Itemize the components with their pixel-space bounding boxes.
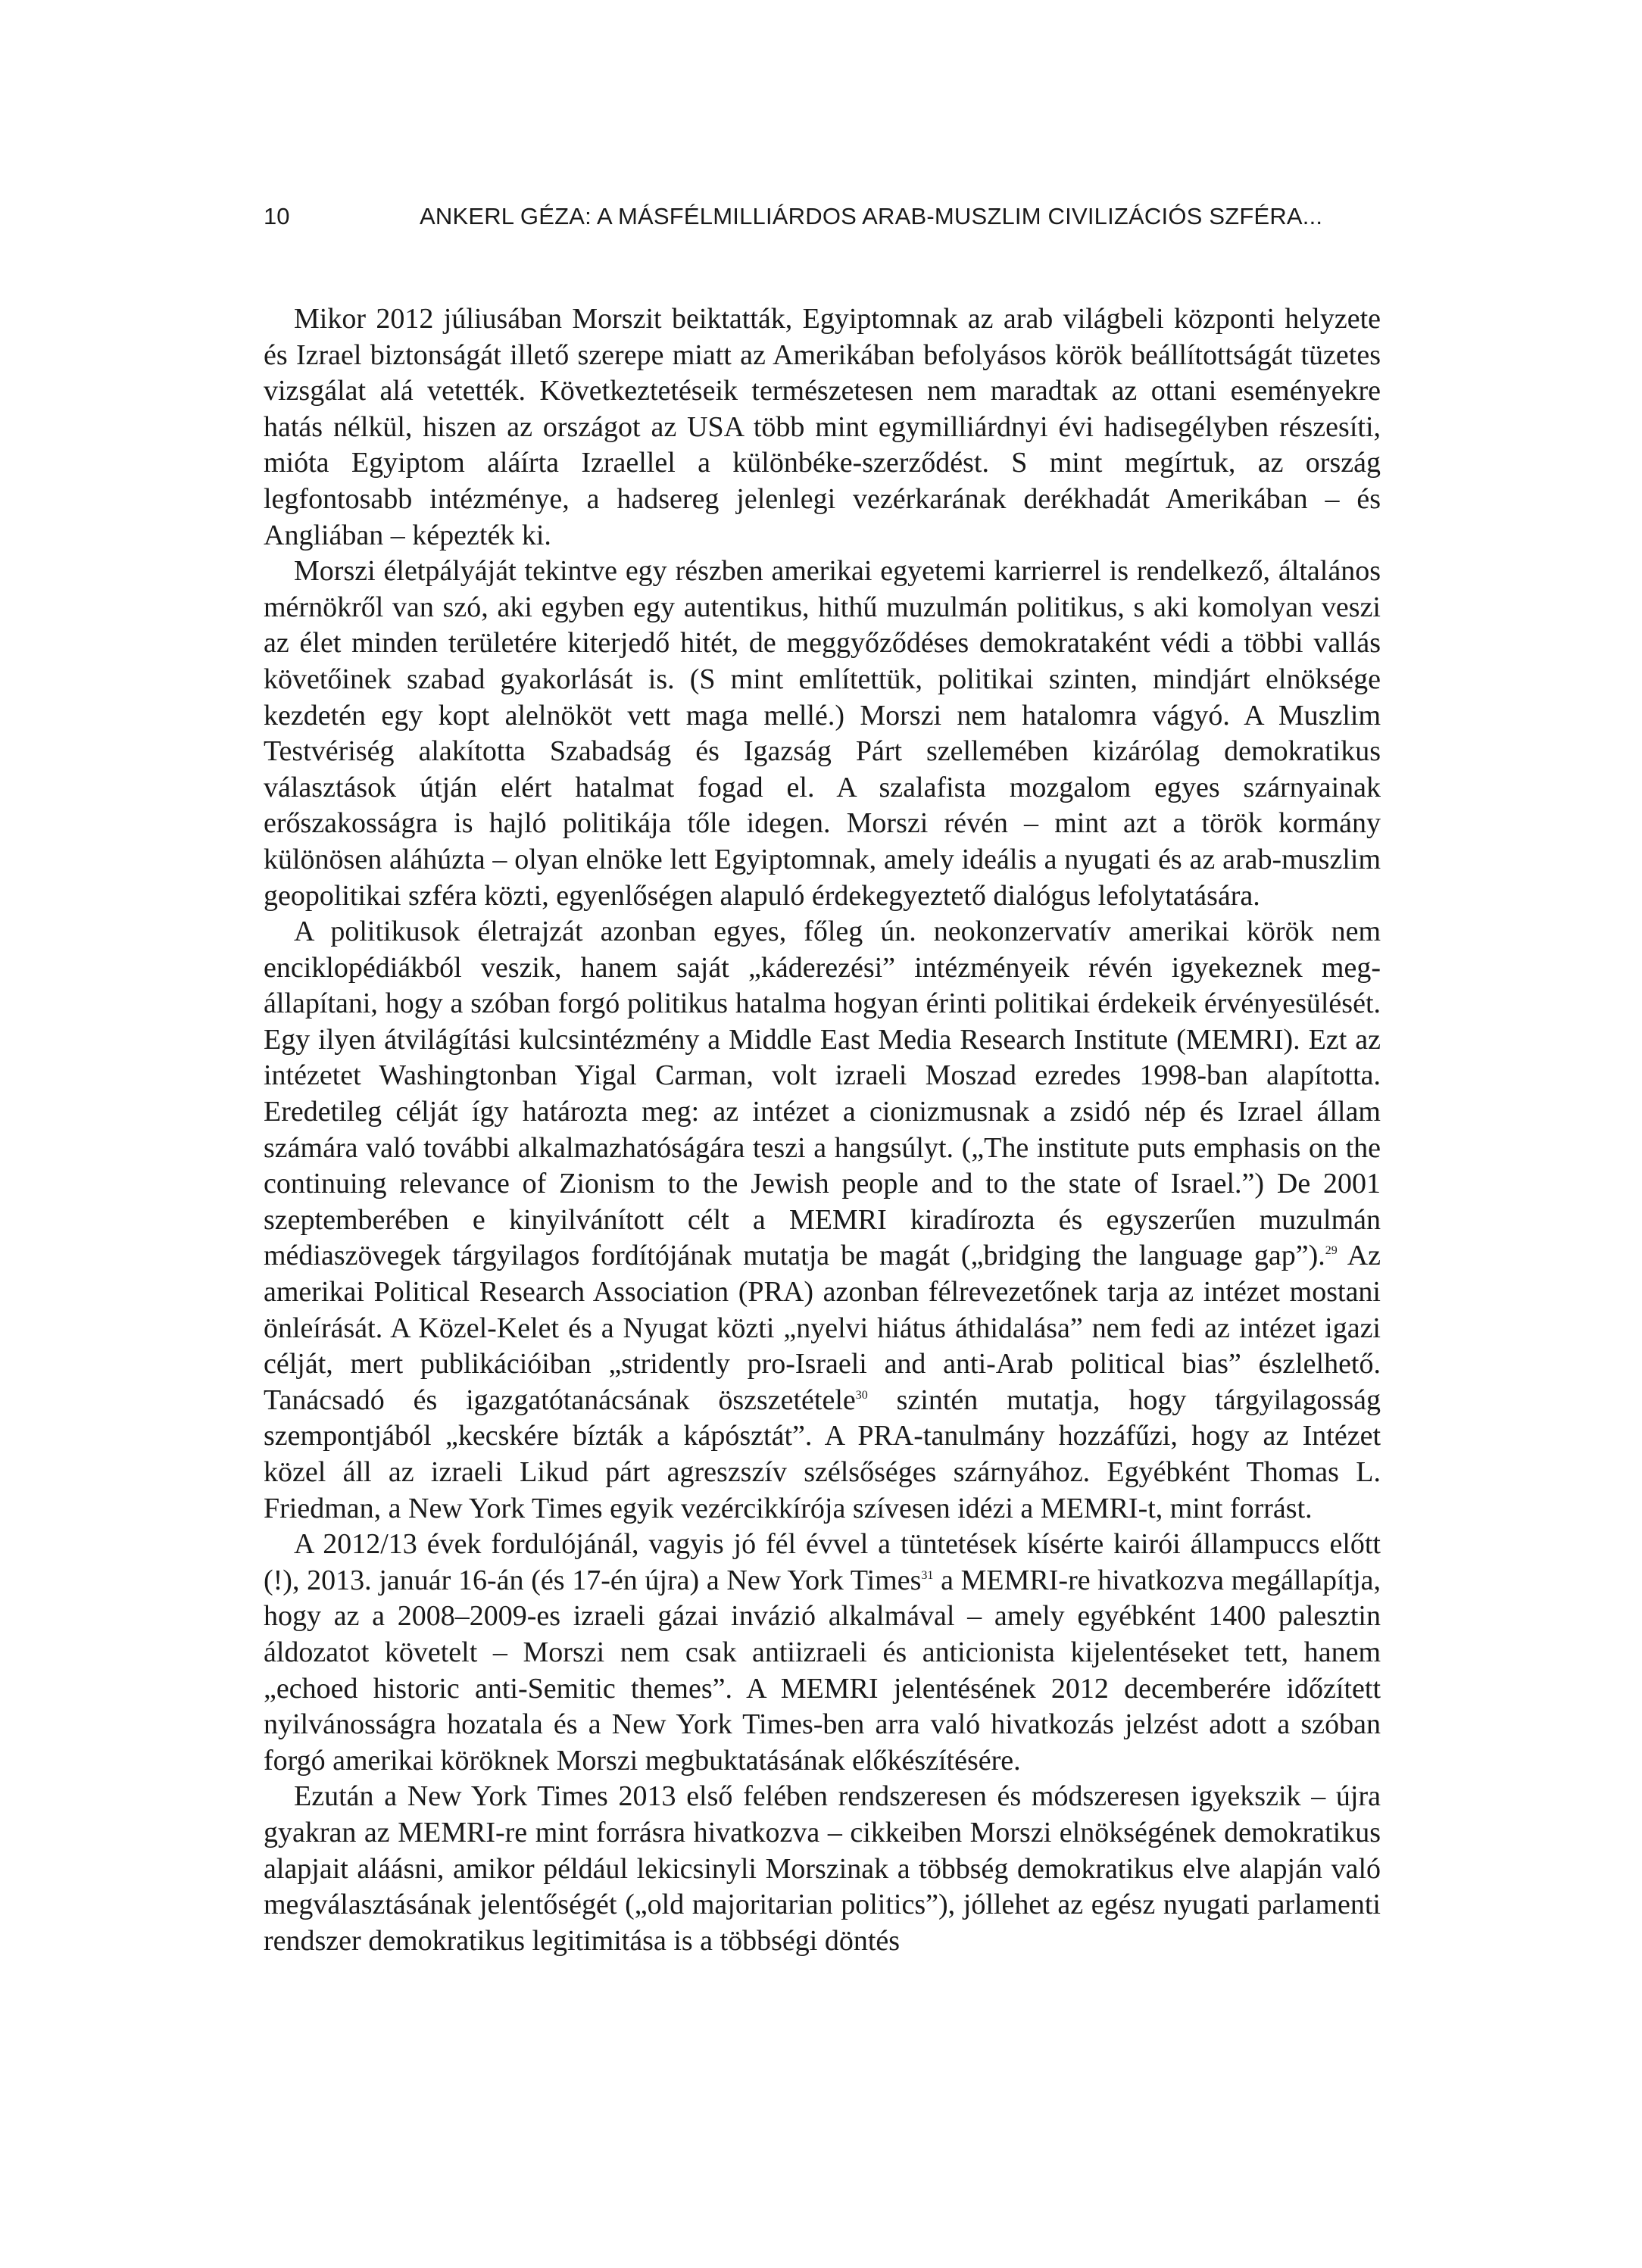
footnote-ref-30: 30 (855, 1388, 868, 1402)
paragraph-4 (264, 1527, 1381, 1779)
paragraph-2: Morszi életpályáját tekintve egy részben amerikai egyetemi karrierrel is rendelkező, általános mérnökről van szó, aki egyben egy autentikus, hithű muzulmán politikus, s aki komolyan veszi az élet minden területére kiterjedő hitét, de meggyőződéses demokrataként védi a többi vallás követőinek szabad gyakorlását is. (S mint említettük, politikai szinten, mindjárt elnöksége kezdetén egy kopt alelnököt vett maga mellé.) Morszi nem hatalomra vágyó. A Muszlim Testvériség alakította Szabadság és Igazság Párt szellemében kizárólag demokratikus választások útján elért hatalmat fogad el. A szalafista mozgalom egyes szárnyainak erőszakosságra is hajló politikája tőle idegen. Morszi révén – mint azt a török kormány különösen aláhúzta – olyan elnöke lett Egyiptomnak, amely ideális a nyugati és az arab-muszlim geopolitikai szféra közti, egyenlőségen alapuló érdekegyeztető dialógus lefolytatására. (264, 555, 1381, 912)
page-number: 10 (264, 203, 290, 229)
paragraph-4-part-a: A 2012/13 évek fordulójánál, vagyis jó fél évvel a tüntetések kísérte kairói állampuccs előtt (!), 2013. január 16-án (és 17-én újra) a New York Times (264, 1528, 1381, 1596)
footnote-ref-29: 29 (1325, 1244, 1338, 1258)
running-title: ANKERL GÉZA: A MÁSFÉLMILLIÁRDOS ARAB-MUSZLIM CIVILIZÁCIÓS SZFÉRA... (420, 203, 1323, 229)
paragraph-1: Mikor 2012 júliusában Morszit beiktatták, Egyiptomnak az arab világbeli központi helyzete és Izrael biztonságát illető szerepe miatt az Amerikában befolyásos körök beállítottságát tüzetes vizsgálat alá vetették. Következtetéseik természetesen nem maradtak az ottani eseményekre hatás nélkül, hiszen az országot az USA több mint egymilliárdnyi évi hadisegélyben részesíti, mióta Egyiptom aláírta Izraellel a különbéke-szerződést. S mint megírtuk, az ország legfontosabb intézménye, a hadsereg jelenlegi vezérkarának derékhadát Amerikában – és Angliában – képezték ki. (264, 303, 1381, 551)
paragraph-3 (264, 914, 1381, 1527)
paragraph-4-part-b: a MEMRI-re hivatkozva megállapítja, hogy az a 2008–2009-es izraeli gázai invázió alkalmával – amely egyébként 1400 palesztin áldozatot követelt – Morszi nem csak antiizraeli és anticionista kijelentéseket tett, hanem „echoed historic anti-Semitic themes”. A MEMRI jelentésének 2012 decemberére időzített nyilvánosságra hozatala és a New York Times-ben arra való hivatkozás jelzést adott a szóban forgó amerikai köröknek Morszi megbuktatásának előkészítésére. (264, 1564, 1381, 1777)
paragraph-3-part-a: A politikusok életrajzát azonban egyes, főleg ún. neokonzervatív amerikai körök nem enciklopédiákból veszik, hanem saját „káderezési” intézményeik révén igyekeznek megállapítani, hogy a szóban forgó politikus hatalma hogyan érinti politikai érdekeik érvényesülését. Egy ilyen átvilágítási kulcsintézmény a Middle East Media Research Institute (MEMRI). Ezt az intézetet Washingtonban Yigal Carman, volt izraeli Moszad ezredes 1998-ban alapította. Eredetileg célját így határozta meg: az intézet a cionizmusnak a zsidó nép és Izrael állam számára való további alkalmazhatóságára teszi a hangsúlyt. („The institute puts emphasis on the continuing relevance of Zionism to the Jewish people and to the state of Israel.”) De 2001 szeptemberében e kinyilvánított célt a MEMRI kiradírozta és egyszerűen muzulmán médiaszövegek tárgyilagos fordítójának mutatja be magát („bridging the language gap”). (264, 916, 1381, 1272)
body-text (264, 301, 1381, 1959)
paragraph-3-part-b: Az amerikai Political Research Association (PRA) azonban félrevezetőnek tarja az intézet mostani önleírását. A Közel-Kelet és a Nyugat közti „nyelvi hiátus áthidalása” nem fedi az intézet igazi célját, mert publikációiban „stridently pro-Israeli and anti-Arab political bias” észlelhető. Tanácsadó és igazgatótanácsának öszszetétele (264, 1240, 1381, 1416)
running-header (264, 203, 1378, 233)
footnote-ref-31: 31 (921, 1568, 934, 1582)
paragraph-3-part-c: szintén mutatja, hogy tárgyilagosság szempontjából „kecskére bízták a kápósztát”. A PRA-tanulmány hozzáfűzi, hogy az Intézet közel áll az izraeli Likud párt agreszszív szélsőséges szárnyához. Egyébként Thomas L. Friedman, a New York Times egyik vezércikkírója szívesen idézi a MEMRI-t, mint forrást. (264, 1384, 1381, 1524)
paragraph-5: Ezután a New York Times 2013 első felében rendszeresen és módszeresen igyekszik – újra gyakran az MEMRI-re mint forrásra hivatkozva – cikkeiben Morszi elnökségének demokratikus alapjait aláásni, amikor például lekicsinyli Morszinak a többség demokratikus elve alapján való megválasztásának jelentőségét („old majoritarian politics”), jóllehet az egész nyugati parlamenti rendszer demokratikus legitimitása is a többségi döntés (264, 1780, 1381, 1957)
